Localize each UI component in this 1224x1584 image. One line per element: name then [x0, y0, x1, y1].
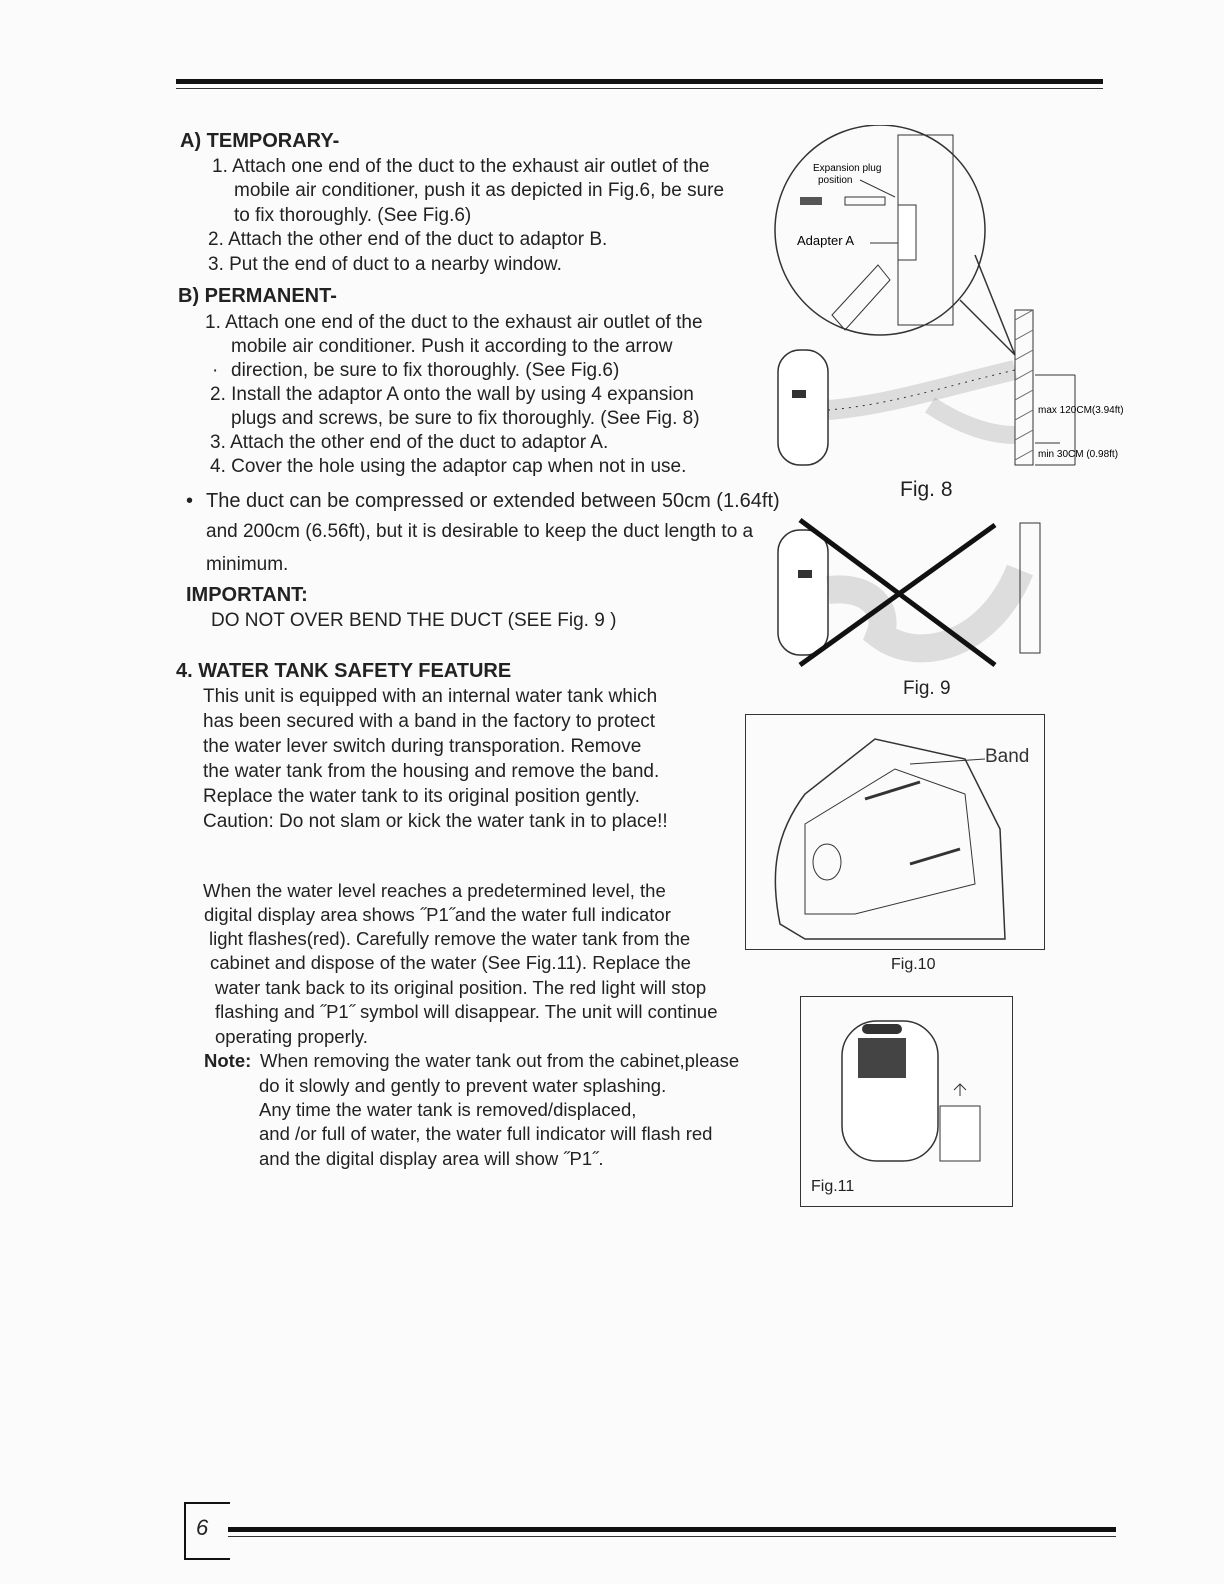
section-b-item: 2. Install the adaptor A onto the wall by using 4 expansion — [210, 384, 694, 405]
section-b-item: 4. Cover the hole using the adaptor cap when not in use. — [210, 456, 687, 477]
section-b-item: mobile air conditioner. Push it according to the arrow — [231, 336, 673, 357]
note-line: and /or full of water, the water full indicator will flash red — [259, 1123, 713, 1144]
note-line: and the digital display area will show ˝P1˝. — [259, 1148, 604, 1169]
para1-line: This unit is equipped with an internal water tank which — [203, 686, 658, 707]
para1-line: has been secured with a band in the factory to protect — [203, 711, 656, 732]
position-label: position — [818, 175, 853, 186]
fig8-caption: Fig. 8 — [900, 478, 953, 501]
section-a-item: 3. Put the end of duct to a nearby window. — [208, 254, 562, 275]
note-line: When removing the water tank out from the cabinet,please — [260, 1050, 740, 1071]
fig11-illustration — [800, 996, 1013, 1208]
fig9-illustration — [770, 515, 1050, 675]
min-label: min 30CM (0.98ft) — [1038, 449, 1119, 460]
important-text: DO NOT OVER BEND THE DUCT (SEE Fig. 9 ) — [211, 610, 617, 631]
section-4-heading: 4. WATER TANK SAFETY FEATURE — [176, 660, 512, 682]
section-b-item: plugs and screws, be sure to fix thoroughly. (See Fig. 8) — [231, 408, 700, 429]
section-a-item: to fix thoroughly. (See Fig.6) — [234, 205, 472, 226]
para2-line: flashing and ˝P1˝ symbol will disappear. The unit will continue — [215, 1001, 718, 1022]
page-number: 6 — [196, 1515, 209, 1540]
section-a-item: 1. Attach one end of the duct to the exhaust air outlet of the — [212, 156, 710, 177]
fig10-illustration — [745, 714, 1045, 950]
duct-note-line: and 200cm (6.56ft), but it is desirable to keep the duct length to a — [206, 521, 754, 542]
para1-line: the water tank from the housing and remove the band. — [203, 761, 660, 782]
note-line: Any time the water tank is removed/displaced, — [259, 1099, 637, 1120]
section-b-item: 1. Attach one end of the duct to the exhaust air outlet of the — [205, 312, 703, 333]
fig11-caption: Fig.11 — [811, 1178, 855, 1195]
fig8-illustration — [770, 125, 1150, 475]
section-a-item: 2. Attach the other end of the duct to adaptor B. — [208, 229, 608, 250]
section-a-item: mobile air conditioner, push it as depicted in Fig.6, be sure — [234, 180, 725, 201]
para1-line: Caution: Do not slam or kick the water tank in to place!! — [203, 811, 668, 832]
fig10-caption: Fig.10 — [891, 956, 936, 973]
para2-line: When the water level reaches a predetermined level, the — [203, 880, 666, 901]
expansion-plug-label: Expansion plug — [813, 163, 882, 174]
note-line: do it slowly and gently to prevent water splashing. — [259, 1075, 667, 1096]
para2-line: light flashes(red). Carefully remove the water tank from the — [209, 928, 691, 949]
section-b-item: direction, be sure to fix thoroughly. (See Fig.6) — [231, 360, 620, 381]
section-b-item: 3. Attach the other end of the duct to adaptor A. — [210, 432, 609, 453]
note-label: Note: — [204, 1050, 252, 1071]
para1-line: the water lever switch during transporation. Remove — [203, 736, 642, 757]
bullet: • — [186, 490, 194, 512]
important-heading: IMPORTANT: — [186, 584, 308, 606]
max-label: max 120CM(3.94ft) — [1038, 405, 1124, 416]
bottom-rule — [228, 1527, 1116, 1532]
bullet-mark: · — [212, 360, 219, 381]
para2-line: digital display area shows ˝P1˝and the water full indicator — [204, 904, 671, 925]
para1-line: Replace the water tank to its original position gently. — [203, 786, 640, 807]
band-label: Band — [985, 746, 1030, 767]
para2-line: cabinet and dispose of the water (See Fig.11). Replace the — [210, 952, 691, 973]
fig9-caption: Fig. 9 — [903, 678, 951, 699]
section-a-heading: A) TEMPORARY- — [180, 130, 340, 152]
bottom-rule-thin — [228, 1536, 1116, 1537]
adapter-label: Adapter A — [797, 233, 855, 248]
top-rule — [176, 79, 1103, 84]
para2-line: operating properly. — [215, 1026, 368, 1047]
section-b-heading: B) PERMANENT- — [178, 285, 337, 307]
duct-note-line: The duct can be compressed or extended between 50cm (1.64ft) — [206, 490, 780, 512]
top-rule-thin — [176, 88, 1103, 89]
duct-note-line: minimum. — [206, 554, 289, 575]
para2-line: water tank back to its original position. The red light will stop — [215, 977, 707, 998]
